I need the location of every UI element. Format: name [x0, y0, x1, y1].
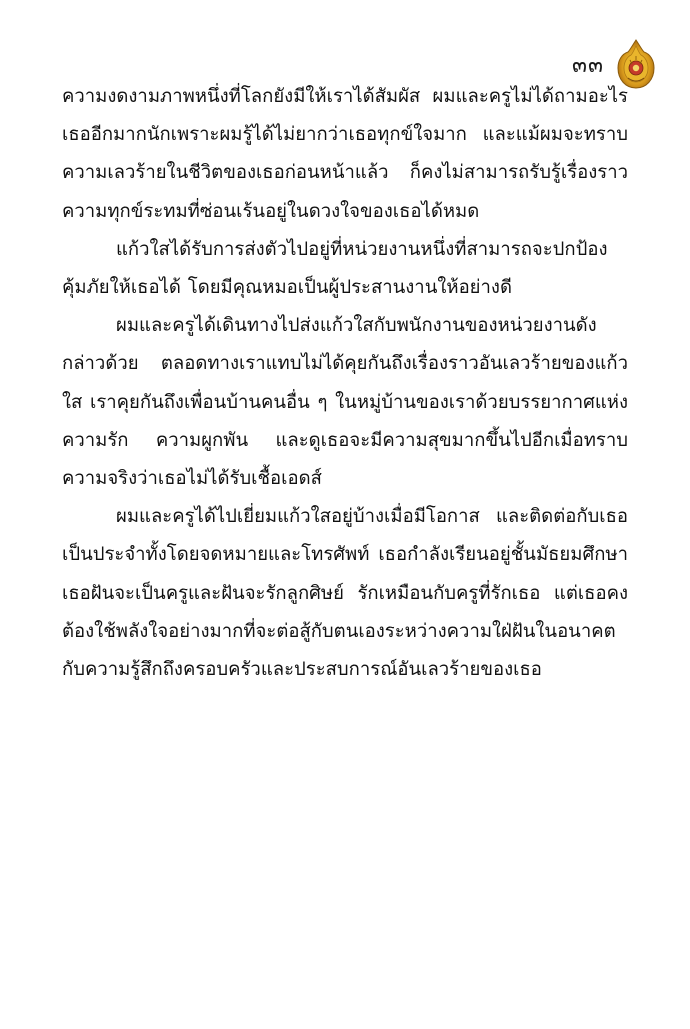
- page-number: ๓๓: [572, 53, 605, 78]
- paragraph: ความงดงามภาพหนึ่งที่โลกยังมีให้เราได้สัมผัส ผมและครูไม่ได้ถามอะไรเธออีกมากนักเพราะผมรู้ได้ไม่ยากว่าเธอทุกข์ใจมาก และแม้ผมจะทราบความเลวร้ายในชีวิตของเธอก่อนหน้าแล้ว ก็คงไม่สามารถรับรู้เรื่องราวความทุกข์ระทมที่ซ่อนเร้นอยู่ในดวงใจของเธอได้หมด: [62, 86, 628, 222]
- paragraph: ผมและครูได้เดินทางไปส่งแก้วใสกับพนักงานของหน่วยงานดังกล่าวด้วย ตลอดทางเราแทบไม่ได้คุยกันถึงเรื่องราวอันเลวร้ายของแก้วใส เราคุยกันถึงเพื่อนบ้านคนอื่น ๆ ในหมู่บ้านของเราด้วยบรรยากาศแห่งความรัก ความผูกพัน และดูเธอจะมีความสุขมากขึ้นไปอีกเมื่อทราบความจริงว่าเธอไม่ได้รับเชื้อเอดส์: [62, 315, 628, 490]
- page-body: [62, 78, 628, 689]
- paragraph: ผมและครูได้ไปเยี่ยมแก้วใสอยู่บ้างเมื่อมีโอกาส และติดต่อกับเธอเป็นประจำทั้งโดยจดหมายและโทรศัพท์ เธอกำลังเรียนอยู่ชั้นมัธยมศึกษา เธอฝันจะเป็นครูและฝันจะรักลูกศิษย์ รักเหมือนกับครูที่รักเธอ แต่เธอคงต้องใช้พลังใจอย่างมากที่จะต่อสู้กับตนเองระหว่างความใฝ่ฝันในอนาคตกับความรู้สึกถึงครอบครัวและประสบการณ์อันเลวร้ายของเธอ: [62, 506, 628, 681]
- paragraph: แก้วใสได้รับการส่งตัวไปอยู่ที่หน่วยงานหนึ่งที่สามารถจะปกป้องคุ้มภัยให้เธอได้ โดยมีคุณหมอเป็นผู้ประสานงานให้อย่างดี: [62, 238, 608, 299]
